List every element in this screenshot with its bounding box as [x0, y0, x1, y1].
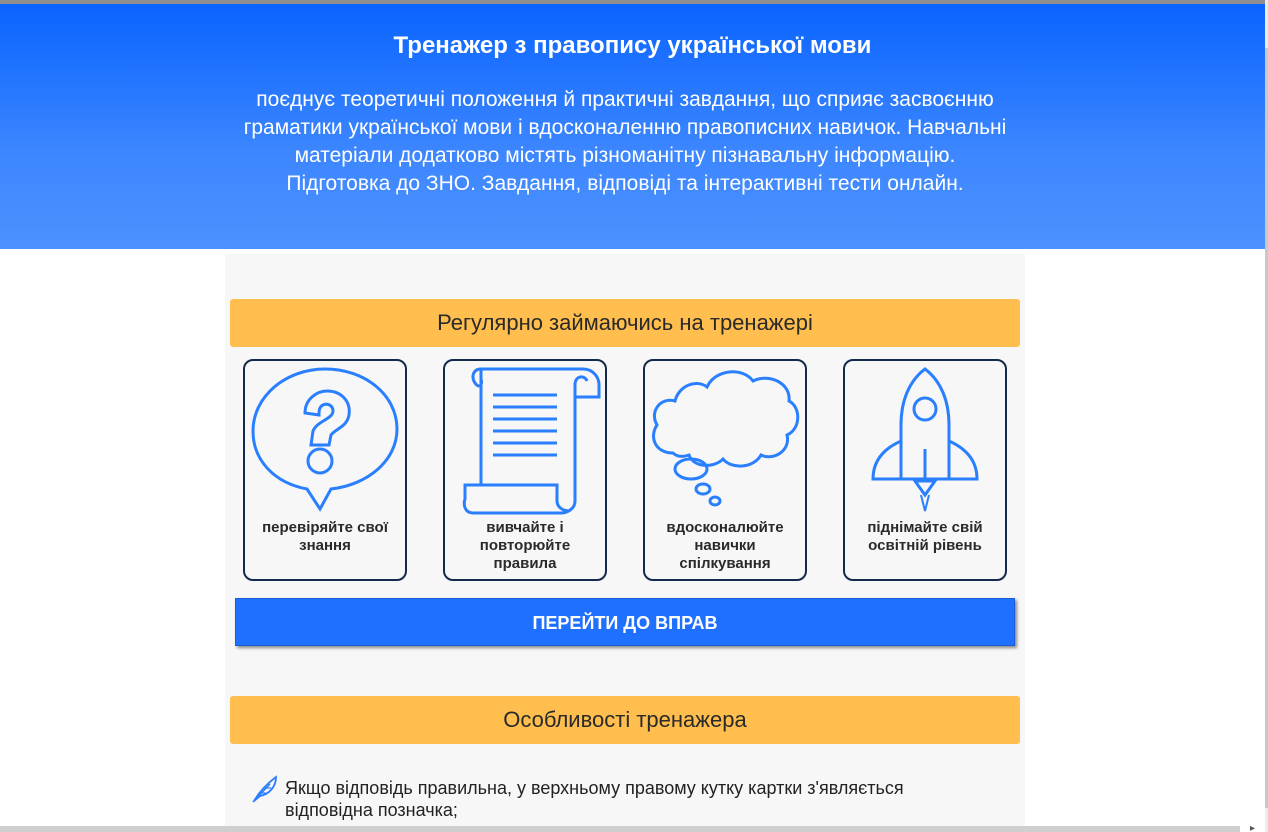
features-heading: Особливості тренажера [230, 696, 1020, 744]
benefit-label: вдосконалюйте навички спілкування [666, 519, 784, 572]
benefits-heading: Регулярно займаючись на тренажері [230, 299, 1020, 347]
benefit-label: вивчайте і повторюйте правила [479, 519, 571, 572]
page-description: поєднує теоретичні положення й практичні завдання, що сприяє засвоєнню граматики української мови і вдосконаленню правописних навичок. Навчальні матеріали додатково містять різноманітну пізнавальну інформацію. Підготовка до ЗНО. Завдання, відповіді та інтерактивні тести онлайн. [243, 88, 1007, 195]
go-to-exercises-button[interactable]: ПЕРЕЙТИ ДО ВПРАВ [235, 598, 1015, 646]
rocket-icon [845, 361, 1005, 521]
benefit-card-check-knowledge [243, 359, 407, 581]
thought-cloud-icon [645, 361, 805, 521]
hero-banner [0, 4, 1265, 249]
feather-icon [250, 774, 280, 804]
main-content-panel [225, 254, 1025, 832]
horizontal-scrollbar[interactable] [0, 826, 1240, 832]
benefit-card-education-level [843, 359, 1007, 581]
benefit-label: піднімайте свій освітній рівень [867, 519, 983, 554]
scroll-document-icon [445, 361, 605, 521]
speech-bubble-question-icon [245, 361, 405, 521]
feature-text: Якщо відповідь правильна, у верхньому правому кутку картки з'являється відповідна позначка; [285, 778, 904, 820]
page-title: Тренажер з правопису української мови [393, 32, 872, 59]
benefit-card-communication [643, 359, 807, 581]
benefit-label: перевіряйте свої знання [262, 519, 388, 554]
scroll-right-arrow-icon[interactable]: ▸ [1250, 823, 1256, 832]
benefit-card-learn-rules [443, 359, 607, 581]
